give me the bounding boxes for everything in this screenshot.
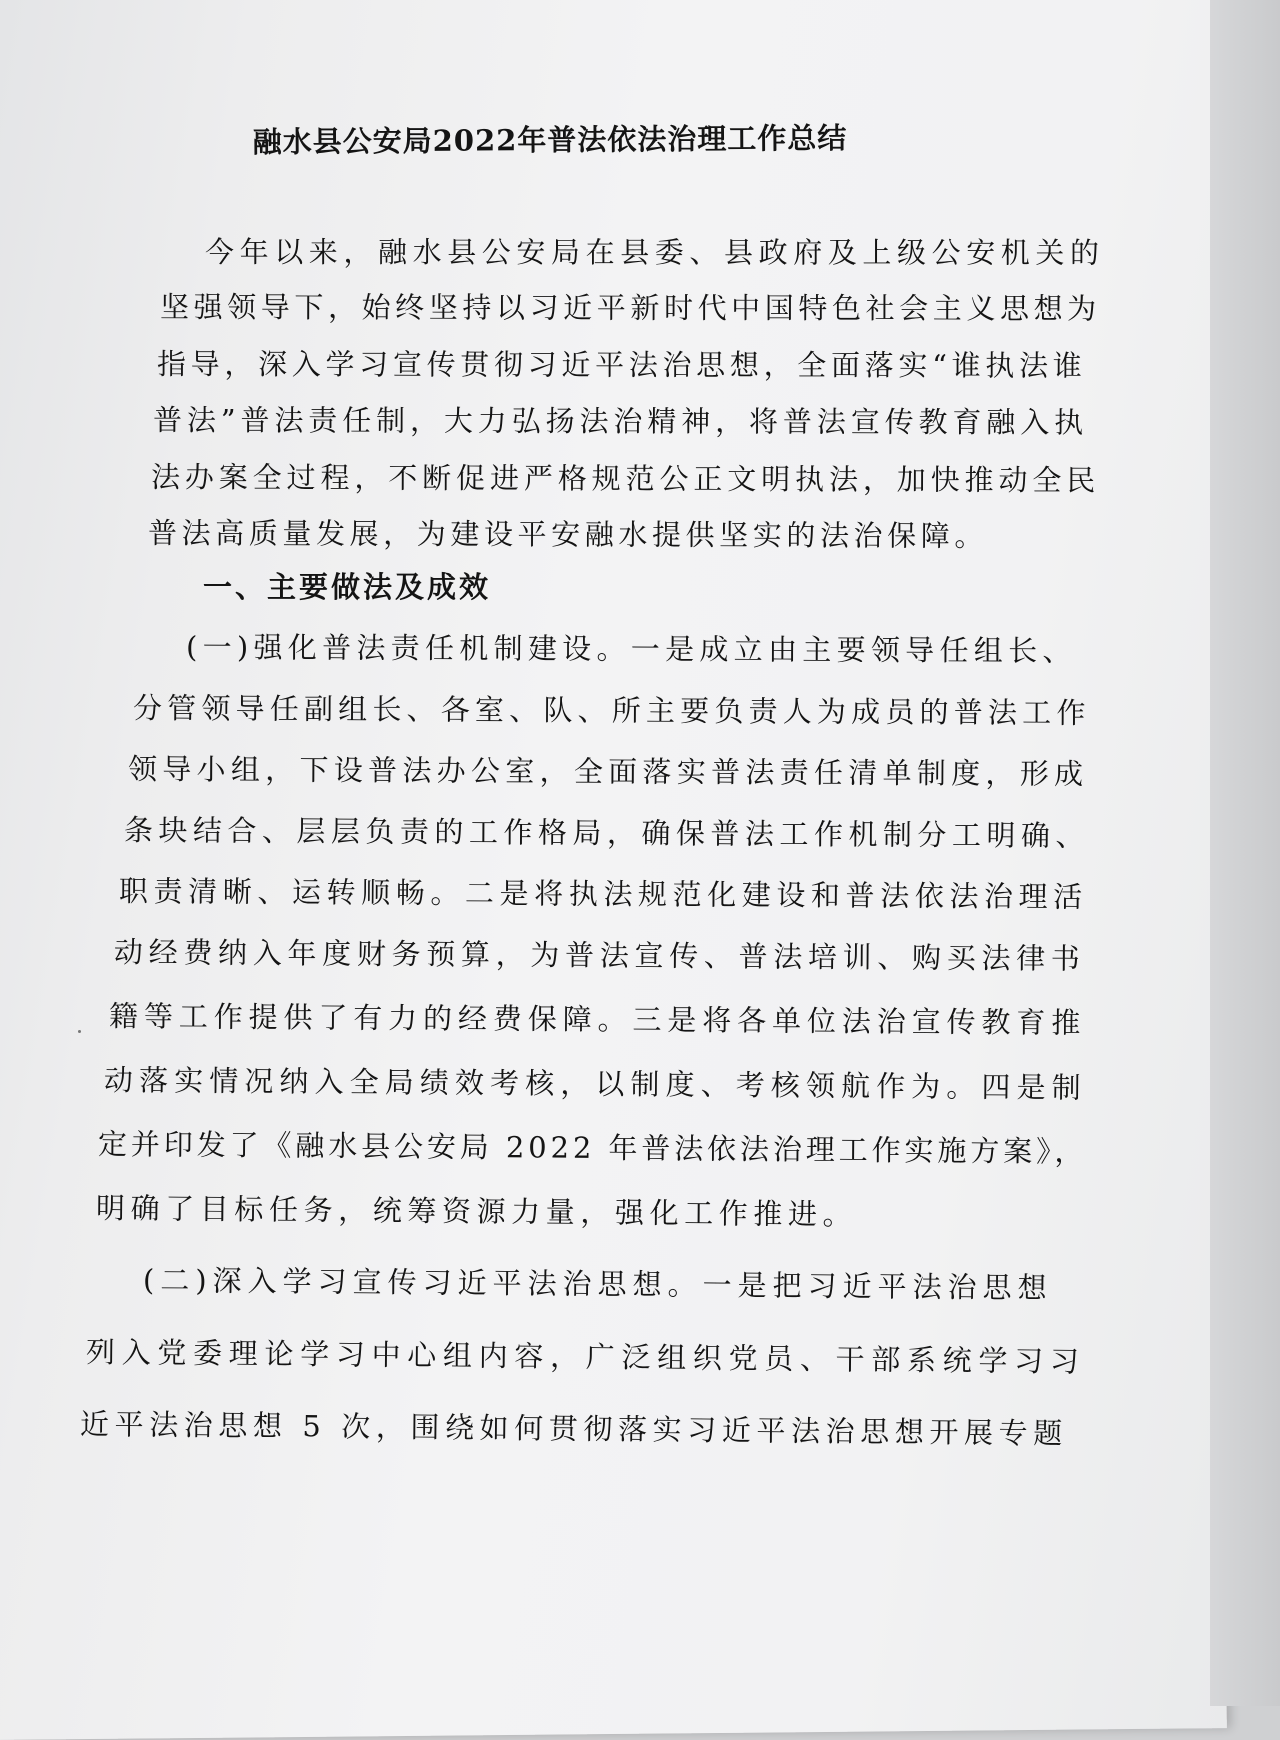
paragraph-1-line: 明确了目标任务，统筹资源力量，强化工作推进。 (95, 1191, 858, 1232)
paragraph-1-line: 领导小组，下设普法办公室，全面落实普法责任清单制度，形成 (127, 752, 1089, 792)
intro-line: 指导，深入学习宣传贯彻习近平法治思想，全面落实“谁执法谁 (156, 347, 1087, 383)
intro-line: 今年以来，融水县公安局在县委、县政府及上级公安机关的 (204, 235, 1105, 270)
intro-line: 普法”普法责任制，大力弘扬法治精神，将普法宣传教育融入执 (152, 403, 1089, 440)
paragraph-1-line: 定并印发了《融水县公安局 2022 年普法依法治理工作实施方案》， (97, 1127, 1088, 1169)
section-heading: 一、主要做法及成效 (203, 570, 492, 604)
paragraph-1-line: 籍等工作提供了有力的经费保障。三是将各单位法治宣传教育推 (108, 999, 1087, 1040)
paragraph-2-line: (二)深入学习宣传习近平法治思想。一是把习近平法治思想 (142, 1263, 1053, 1305)
paragraph-1-line: 动落实情况纳入全局绩效考核，以制度、考核领航作为。四是制 (103, 1063, 1087, 1105)
intro-line: 普法高质量发展，为建设平安融水提供坚实的法治保障。 (147, 516, 989, 553)
paragraph-1-line: (一)强化普法责任机制建设。一是成立由主要领导任组长、 (185, 630, 1077, 668)
paragraph-2-line: 近平法治思想 5 次，围绕如何贯彻落实习近平法治思想开展专题 (79, 1407, 1068, 1451)
intro-line: 法办案全过程，不断促进严格规范公正文明执法，加快推动全民 (150, 460, 1101, 498)
paragraph-2-line: 列入党委理论学习中心组内容，广泛组织党员、干部系统学习习 (85, 1335, 1086, 1379)
paragraph-1-line: 动经费纳入年度财务预算，为普法宣传、普法培训、购买法律书 (113, 935, 1086, 976)
paragraph-1-line: 分管领导任副组长、各室、队、所主要负责人为成员的普法工作 (132, 691, 1091, 731)
document-title: 融水县公安局2022年普法依法治理工作总结 (252, 120, 848, 160)
paper-speck (78, 1030, 81, 1033)
paragraph-1-line: 条块结合、层层负责的工作格局，确保普法工作机制分工明确、 (123, 813, 1091, 853)
intro-line: 坚强领导下，始终坚持以习近平新时代中国特色社会主义思想为 (159, 290, 1101, 326)
paragraph-1-line: 职责清晰、运转顺畅。二是将执法规范化建设和普法依法治理活 (118, 874, 1088, 914)
